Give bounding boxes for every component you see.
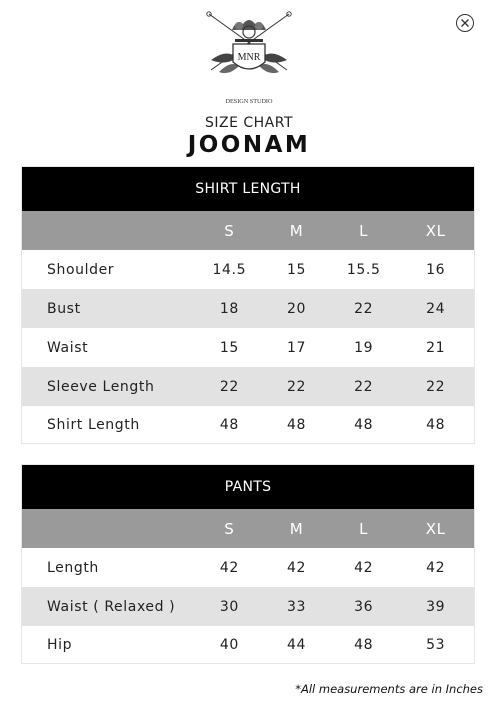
- row-label: Bust: [47, 300, 81, 317]
- column-header-xl: XL: [425, 221, 446, 240]
- table-cell: 15.5: [346, 261, 381, 278]
- column-header-l: L: [359, 221, 369, 240]
- table-cell: 48: [286, 416, 306, 433]
- table-cell: 21: [426, 339, 446, 356]
- size-chart-heading: SIZE CHART: [204, 115, 294, 131]
- table-cell: 39: [426, 598, 446, 615]
- table-cell: 48: [219, 416, 239, 433]
- row-label: Hip: [47, 636, 73, 653]
- table-cell: 36: [354, 598, 374, 615]
- column-header-s: S: [224, 221, 235, 240]
- table-cell: 16: [426, 261, 446, 278]
- table-cell: 22: [426, 378, 446, 395]
- table-cell: 15: [286, 261, 306, 278]
- table-cell: 40: [219, 636, 239, 653]
- table-cell: 15: [219, 339, 239, 356]
- table-row: [22, 406, 474, 443]
- row-label: Length: [47, 559, 99, 576]
- table-cell: 48: [354, 416, 374, 433]
- column-header-xl: XL: [425, 519, 446, 538]
- logo-tagline: DESIGN STUDIO: [225, 98, 273, 105]
- table-title: PANTS: [22, 465, 474, 509]
- table-cell: 22: [219, 378, 239, 395]
- table-row: [22, 289, 474, 328]
- table-cell: 53: [426, 636, 446, 653]
- column-header-s: S: [224, 519, 235, 538]
- row-label: Sleeve Length: [47, 378, 155, 395]
- table-cell: 48: [426, 416, 446, 433]
- table-cell: 14.5: [212, 261, 247, 278]
- row-label: Waist: [47, 339, 89, 356]
- measurement-footnote: *All measurements are in Inches: [295, 682, 483, 696]
- table-cell: 42: [426, 559, 446, 576]
- table-cell: 22: [286, 378, 306, 395]
- table-cell: 42: [219, 559, 239, 576]
- product-name: JOONAM: [187, 132, 311, 158]
- table-cell: 44: [286, 636, 306, 653]
- row-label: Shoulder: [47, 261, 115, 278]
- column-header-m: M: [289, 519, 304, 538]
- table-row: [22, 367, 474, 406]
- table-row: [22, 548, 474, 587]
- table-row: [22, 250, 474, 289]
- table-title: SHIRT LENGTH: [22, 167, 474, 211]
- close-button[interactable]: [456, 14, 474, 32]
- table-cell: 48: [354, 636, 374, 653]
- table-row: [22, 587, 474, 626]
- table-cell: 24: [426, 300, 446, 317]
- row-label: Waist ( Relaxed ): [47, 598, 176, 615]
- column-header-l: L: [359, 519, 369, 538]
- table-cell: 42: [286, 559, 306, 576]
- row-label: Shirt Length: [47, 416, 140, 433]
- table-cell: 22: [354, 378, 374, 395]
- table-cell: 20: [286, 300, 306, 317]
- shirt-size-table: [21, 166, 475, 444]
- table-cell: 22: [354, 300, 374, 317]
- column-header-row: [22, 211, 474, 250]
- table-row: [22, 328, 474, 367]
- column-header-m: M: [289, 221, 304, 240]
- table-row: [22, 626, 474, 663]
- table-cell: 33: [286, 598, 306, 615]
- logo-initials: MNR: [237, 52, 261, 63]
- pants-size-table: [21, 464, 475, 664]
- close-icon: [460, 18, 470, 28]
- column-header-row: [22, 509, 474, 548]
- table-cell: 17: [286, 339, 306, 356]
- table-cell: 42: [354, 559, 374, 576]
- table-cell: 30: [219, 598, 239, 615]
- brand-logo: [199, 8, 299, 108]
- table-cell: 18: [219, 300, 239, 317]
- table-cell: 19: [354, 339, 374, 356]
